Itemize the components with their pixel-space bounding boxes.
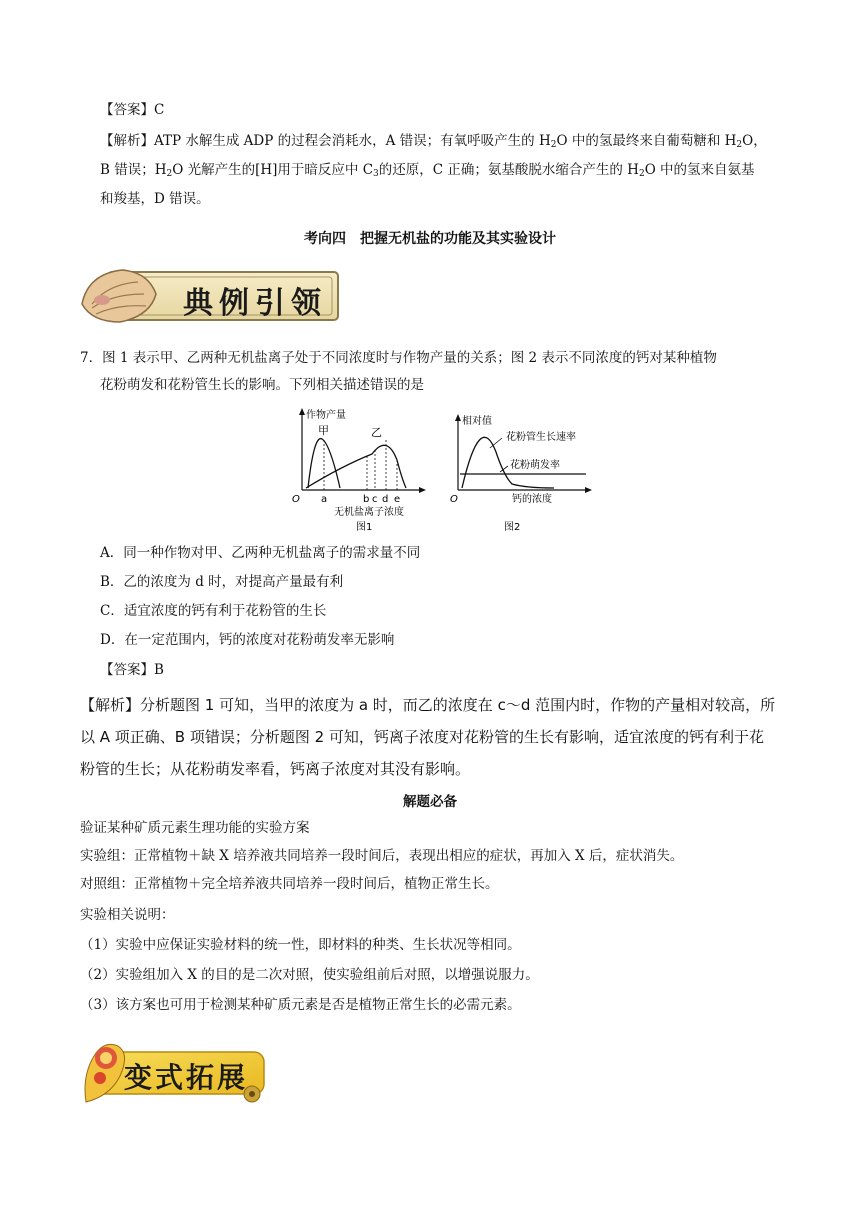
fig1-tick-b: b <box>363 494 370 505</box>
question-number: 7． <box>80 350 103 366</box>
essentials-line-3: 对照组：正常植物＋完全培养液共同培养一段时间后，植物正常生长。 <box>80 876 499 892</box>
fig2-xlabel: 钙的浓度 <box>512 494 552 505</box>
analysis-text: O 中的氢来自氨基 <box>644 162 755 178</box>
subscript: 2 <box>638 169 645 179</box>
fig1-xlabel: 无机盐离子浓度 <box>334 507 404 518</box>
subscript: 3 <box>373 169 379 179</box>
question-stem: 图 1 表示甲、乙两种无机盐离子处于不同浓度时与作物产量的关系；图 2 表示不同浓度的钙对某种植物 <box>102 350 717 366</box>
fig1-tick-a: a <box>321 494 328 505</box>
question-stem-line-1 <box>80 348 717 368</box>
analysis-2-line-1: 【解析】分析题图 1 可知，当甲的浓度为 a 时，而乙的浓度在 c～d 范围内时，作物的产量相对较高，所 <box>80 696 776 714</box>
essentials-title: 解题必备 <box>403 794 457 810</box>
analysis-1-line-1 <box>100 131 767 155</box>
fig2-origin: O <box>450 494 458 505</box>
subscript: 2 <box>166 169 173 179</box>
fig1-caption: 图1 <box>356 522 373 533</box>
analysis-text: B 错误；H <box>100 162 167 178</box>
answer-value: C <box>154 102 165 118</box>
answer-label: 【答案】 <box>100 102 154 118</box>
figure-1 <box>282 404 432 534</box>
section-title: 考向四 把握无机盐的功能及其实验设计 <box>304 231 556 247</box>
option-c: C．适宜浓度的钙有利于花粉管的生长 <box>100 603 327 619</box>
essentials-line-6: （2）实验组加入 X 的目的是二次对照，使实验组前后对照，以增强说服力。 <box>80 967 539 983</box>
answer-label: 【答案】 <box>100 662 154 678</box>
fig2-curve1-label: 花粉管生长速率 <box>506 432 576 443</box>
answer-line-1 <box>100 100 164 120</box>
fig1-label-b: 乙 <box>371 426 382 439</box>
analysis-label: 【解析】 <box>100 133 154 149</box>
analysis-2-line-3: 粉管的生长；从花粉萌发率看，钙离子浓度对其没有影响。 <box>80 760 471 778</box>
option-b: B．乙的浓度为 d 时，对提高产量最有利 <box>100 574 344 590</box>
banner-example-text: 典例引领 <box>183 286 327 321</box>
question-stem-line-2: 花粉萌发和花粉管生长的影响。下列相关描述错误的是 <box>100 377 424 393</box>
fig1-tick-c: c <box>372 494 378 505</box>
answer-line-2 <box>100 660 164 680</box>
analysis-2-line-2: 以 A 项正确、B 项错误；分析题图 2 可知，钙离子浓度对花粉管的生长有影响，适宜浓度的钙有利于花 <box>80 728 764 746</box>
fig2-y-arrow <box>455 414 461 421</box>
fig1-label-a: 甲 <box>318 424 329 437</box>
fig2-curve2-label: 花粉萌发率 <box>510 460 560 471</box>
fig2-x-arrow <box>585 487 592 493</box>
subscript: 2 <box>736 140 743 150</box>
analysis-text: O， <box>742 133 767 149</box>
fig1-tick-d: d <box>382 494 389 505</box>
subscript: 2 <box>550 140 557 150</box>
fig1-curve-b <box>306 445 406 488</box>
essentials-line-2: 实验组：正常植物＋缺 X 培养液共同培养一段时间后，表现出相应的症状，再加入 X 后，症状消失。 <box>80 848 684 864</box>
figure-2 <box>446 412 596 534</box>
analysis-1-line-2 <box>100 160 755 184</box>
option-d: D．在一定范围内，钙的浓度对花粉萌发率无影响 <box>100 632 395 648</box>
analysis-1-line-3 <box>100 189 210 209</box>
fig1-ylabel: 作物产量 <box>306 410 346 421</box>
fig1-origin: O <box>292 494 300 505</box>
analysis-text: 的还原，C 正确；氨基酸脱水缩合产生的 H <box>378 162 639 178</box>
analysis-text: ATP 水解生成 ADP 的过程会消耗水，A 错误；有氧呼吸产生的 H <box>154 133 551 149</box>
essentials-line-4: 实验相关说明： <box>80 907 175 923</box>
analysis-text: 和羧基，D 错误。 <box>100 191 210 207</box>
essentials-line-5: （1）实验中应保证实验材料的统一性，即材料的种类、生长状况等相同。 <box>80 937 521 953</box>
analysis-text: O 中的氢最终来自葡萄糖和 H <box>556 133 737 149</box>
fig1-x-arrow <box>419 487 426 493</box>
answer-value: B <box>154 662 164 678</box>
analysis-text: O 光解产生的[H]用于暗反应中 C <box>172 162 374 178</box>
banner-variant <box>80 1036 270 1106</box>
fig1-tick-e: e <box>394 494 401 505</box>
essentials-line-1: 验证某种矿质元素生理功能的实验方案 <box>80 820 310 836</box>
option-a: A．同一种作物对甲、乙两种无机盐离子的需求量不同 <box>100 545 421 561</box>
fig1-y-arrow <box>299 408 305 415</box>
banner-variant-text: 变式拓展 <box>123 1061 248 1094</box>
essentials-line-7: （3）该方案也可用于检测某种矿质元素是否是植物正常生长的必需元素。 <box>80 997 521 1013</box>
fig2-caption: 图2 <box>504 522 521 533</box>
fig2-ylabel: 相对值 <box>462 416 492 427</box>
banner-example <box>78 264 344 328</box>
